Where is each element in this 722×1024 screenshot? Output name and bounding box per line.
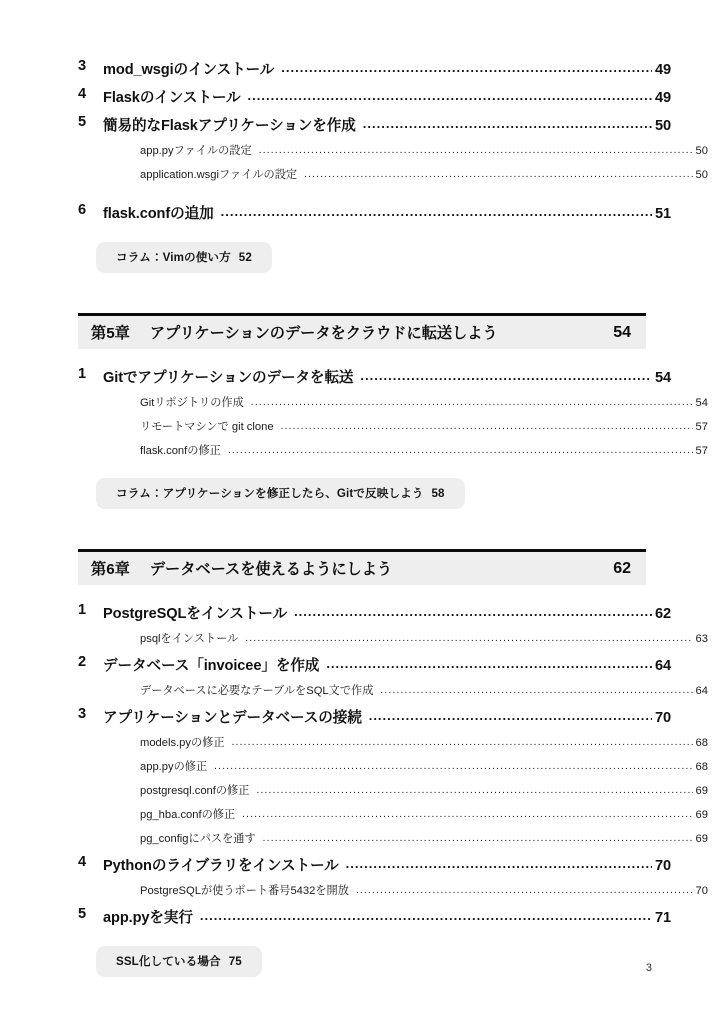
toc-entry-label <box>78 706 362 727</box>
toc-entry-level1[interactable] <box>78 706 671 727</box>
toc-entry-page: 54 <box>695 397 708 409</box>
chapter-6-entries <box>78 602 708 977</box>
toc-entry-level1[interactable] <box>78 202 671 223</box>
toc-entry-page: 69 <box>695 809 708 821</box>
toc-entry-page: 49 <box>654 90 671 106</box>
toc-entry-title: app.pyファイルの設定 <box>140 145 252 157</box>
toc-entry-level2[interactable] <box>78 418 708 434</box>
toc-entry-label <box>78 602 288 623</box>
column-pill-label: コラム：アプリケーションを修正したら、Gitで反映しよう <box>116 487 424 500</box>
column-pill-row <box>78 242 646 273</box>
toc-entry-title: Flaskのインストール <box>103 90 241 106</box>
toc-entry-page: 50 <box>695 145 708 157</box>
chapter-5-entries <box>78 366 708 509</box>
toc-entry-level1[interactable] <box>78 366 671 387</box>
dot-leader <box>380 687 692 697</box>
toc-entry-title: 簡易的なFlaskアプリケーションを作成 <box>103 118 356 134</box>
toc-entry-title: app.pyを実行 <box>103 910 193 926</box>
dot-leader <box>281 63 652 76</box>
toc-entry-level1[interactable] <box>78 114 671 135</box>
toc-entry-title: Gitでアプリケーションのデータを転送 <box>103 370 354 386</box>
toc-entry-number: 2 <box>78 654 87 670</box>
toc-entry-title: models.pyの修正 <box>140 737 225 749</box>
toc-entry-level1[interactable] <box>78 86 671 107</box>
toc-entry-title: pg_configにパスを通す <box>140 833 256 845</box>
spacer <box>78 349 646 366</box>
toc-entry-page: 63 <box>695 633 708 645</box>
toc-entry-page: 57 <box>695 445 708 457</box>
chapter-title: アプリケーションのデータをクラウドに転送しよう <box>149 325 498 342</box>
toc-entry-level1[interactable] <box>78 654 671 675</box>
toc-entry-title: Pythonのライブラリをインストール <box>103 858 339 874</box>
dot-leader <box>248 91 652 104</box>
toc-entry-label <box>78 86 241 107</box>
toc-entry-number: 5 <box>78 906 87 922</box>
dot-leader <box>256 787 692 797</box>
toc-entry-number: 4 <box>78 854 87 870</box>
toc-entry-level2[interactable] <box>78 442 708 458</box>
toc-entry-title: アプリケーションとデータベースの接続 <box>103 710 362 726</box>
spacer <box>78 509 646 549</box>
spacer <box>78 585 646 602</box>
toc-entry-page: 54 <box>654 370 671 386</box>
column-pill-row <box>78 478 646 509</box>
toc-entry-page: 57 <box>695 421 708 433</box>
toc-entry-label <box>78 854 339 875</box>
chapter-header-6[interactable] <box>78 549 646 585</box>
dot-leader <box>263 835 693 845</box>
toc-entry-level2[interactable] <box>78 630 708 646</box>
toc-entry-number: 1 <box>78 366 87 382</box>
toc-entry-label <box>78 654 320 675</box>
toc-entry-label <box>78 114 356 135</box>
dot-leader <box>294 607 652 620</box>
toc-entry-label <box>78 906 193 927</box>
toc-entry-page: 50 <box>654 118 671 134</box>
toc-entry-title: app.pyの修正 <box>140 761 208 773</box>
toc-entry-level2[interactable] <box>78 142 708 158</box>
column-pill-page: 52 <box>238 251 252 264</box>
chapter-number: 第5章 <box>91 325 130 342</box>
toc-entry-number: 3 <box>78 706 87 722</box>
toc-entry-level2[interactable] <box>78 758 708 774</box>
toc-entry-level2[interactable] <box>78 882 708 898</box>
toc-entry-title: データベースに必要なテーブルをSQL文で作成 <box>140 685 374 697</box>
toc-entry-level1[interactable] <box>78 58 671 79</box>
dot-leader <box>214 763 692 773</box>
toc-entry-level2[interactable] <box>78 682 708 698</box>
column-pill-row <box>78 946 646 977</box>
toc-entry-page: 49 <box>654 62 671 78</box>
toc-entry-page: 71 <box>654 910 671 926</box>
toc-entry-level2[interactable] <box>78 782 708 798</box>
dot-leader <box>360 371 652 384</box>
toc-entry-page: 70 <box>695 885 708 897</box>
dot-leader <box>281 423 693 433</box>
toc-entry-title: postgresql.confの修正 <box>140 785 250 797</box>
toc-entry-number: 3 <box>78 58 87 74</box>
toc-entry-page: 69 <box>695 833 708 845</box>
chapter-page: 62 <box>613 559 631 577</box>
toc-entry-level2[interactable] <box>78 830 708 846</box>
toc-entry-title: Gitリポジトリの作成 <box>140 397 244 409</box>
toc-entry-page: 69 <box>695 785 708 797</box>
spacer <box>78 190 646 202</box>
dot-leader <box>228 447 693 457</box>
toc-entry-page: 50 <box>695 169 708 181</box>
toc-entry-label <box>78 58 275 79</box>
continued-entries <box>78 58 708 273</box>
column-pill-label: コラム：Vimの使い方 <box>116 251 231 264</box>
chapter-title: データベースを使えるようにしよう <box>149 561 393 578</box>
toc-entry-title: mod_wsgiのインストール <box>103 62 275 78</box>
column-pill[interactable] <box>96 478 465 509</box>
toc-entry-page: 62 <box>654 606 671 622</box>
toc-entry-level2[interactable] <box>78 806 708 822</box>
toc-entry-title: PostgreSQLをインストール <box>103 606 288 622</box>
toc-entry-page: 64 <box>695 685 708 697</box>
dot-leader <box>221 207 652 220</box>
toc-container <box>78 58 708 977</box>
dot-leader <box>356 887 693 897</box>
toc-entry-page: 70 <box>654 710 671 726</box>
spacer <box>78 273 646 313</box>
spacer <box>78 230 646 242</box>
dot-leader <box>369 711 652 724</box>
dot-leader <box>242 811 692 821</box>
toc-entry-level2[interactable] <box>78 734 708 750</box>
dot-leader <box>259 147 693 157</box>
toc-entry-level1[interactable] <box>78 602 671 623</box>
column-pill[interactable] <box>96 946 262 977</box>
toc-entry-title: application.wsgiファイルの設定 <box>140 169 298 181</box>
toc-entry-page: 51 <box>654 206 671 222</box>
chapter-header-5[interactable] <box>78 313 646 349</box>
toc-entry-level2[interactable] <box>78 166 708 182</box>
column-pill-page: 75 <box>228 955 242 968</box>
toc-entry-title: flask.confの修正 <box>140 445 221 457</box>
toc-entry-number: 1 <box>78 602 87 618</box>
toc-entry-title: pg_hba.confの修正 <box>140 809 236 821</box>
spacer <box>78 934 646 946</box>
dot-leader <box>346 859 652 872</box>
column-pill[interactable] <box>96 242 272 273</box>
toc-entry-title: PostgreSQLが使うポート番号5432を開放 <box>140 885 349 897</box>
toc-entry-number: 4 <box>78 86 87 102</box>
toc-entry-level2[interactable] <box>78 394 708 410</box>
dot-leader <box>304 171 692 181</box>
column-pill-label: SSL化している場合 <box>116 955 221 968</box>
chapter-number: 第6章 <box>91 561 130 578</box>
toc-entry-title: データベース「invoicee」を作成 <box>103 658 320 674</box>
toc-entry-page: 70 <box>654 858 671 874</box>
toc-entry-level1[interactable] <box>78 906 671 927</box>
toc-entry-page: 64 <box>654 658 671 674</box>
dot-leader <box>363 119 652 132</box>
toc-entry-level1[interactable] <box>78 854 671 875</box>
column-pill-page: 58 <box>431 487 445 500</box>
spacer <box>78 466 646 478</box>
dot-leader <box>326 659 652 672</box>
chapter-page: 54 <box>613 323 631 341</box>
dot-leader <box>251 399 693 409</box>
toc-entry-label <box>78 202 214 223</box>
toc-entry-title: flask.confの追加 <box>103 206 214 222</box>
toc-entry-label <box>78 366 354 387</box>
page-folio: 3 <box>645 962 652 974</box>
dot-leader <box>200 911 652 924</box>
toc-entry-title: psqlをインストール <box>140 633 239 645</box>
toc-entry-number: 5 <box>78 114 87 130</box>
dot-leader <box>245 635 692 645</box>
dot-leader <box>232 739 693 749</box>
toc-entry-title: リモートマシンで git clone <box>140 421 274 433</box>
toc-entry-page: 68 <box>695 761 708 773</box>
toc-entry-page: 68 <box>695 737 708 749</box>
toc-entry-number: 6 <box>78 202 87 218</box>
